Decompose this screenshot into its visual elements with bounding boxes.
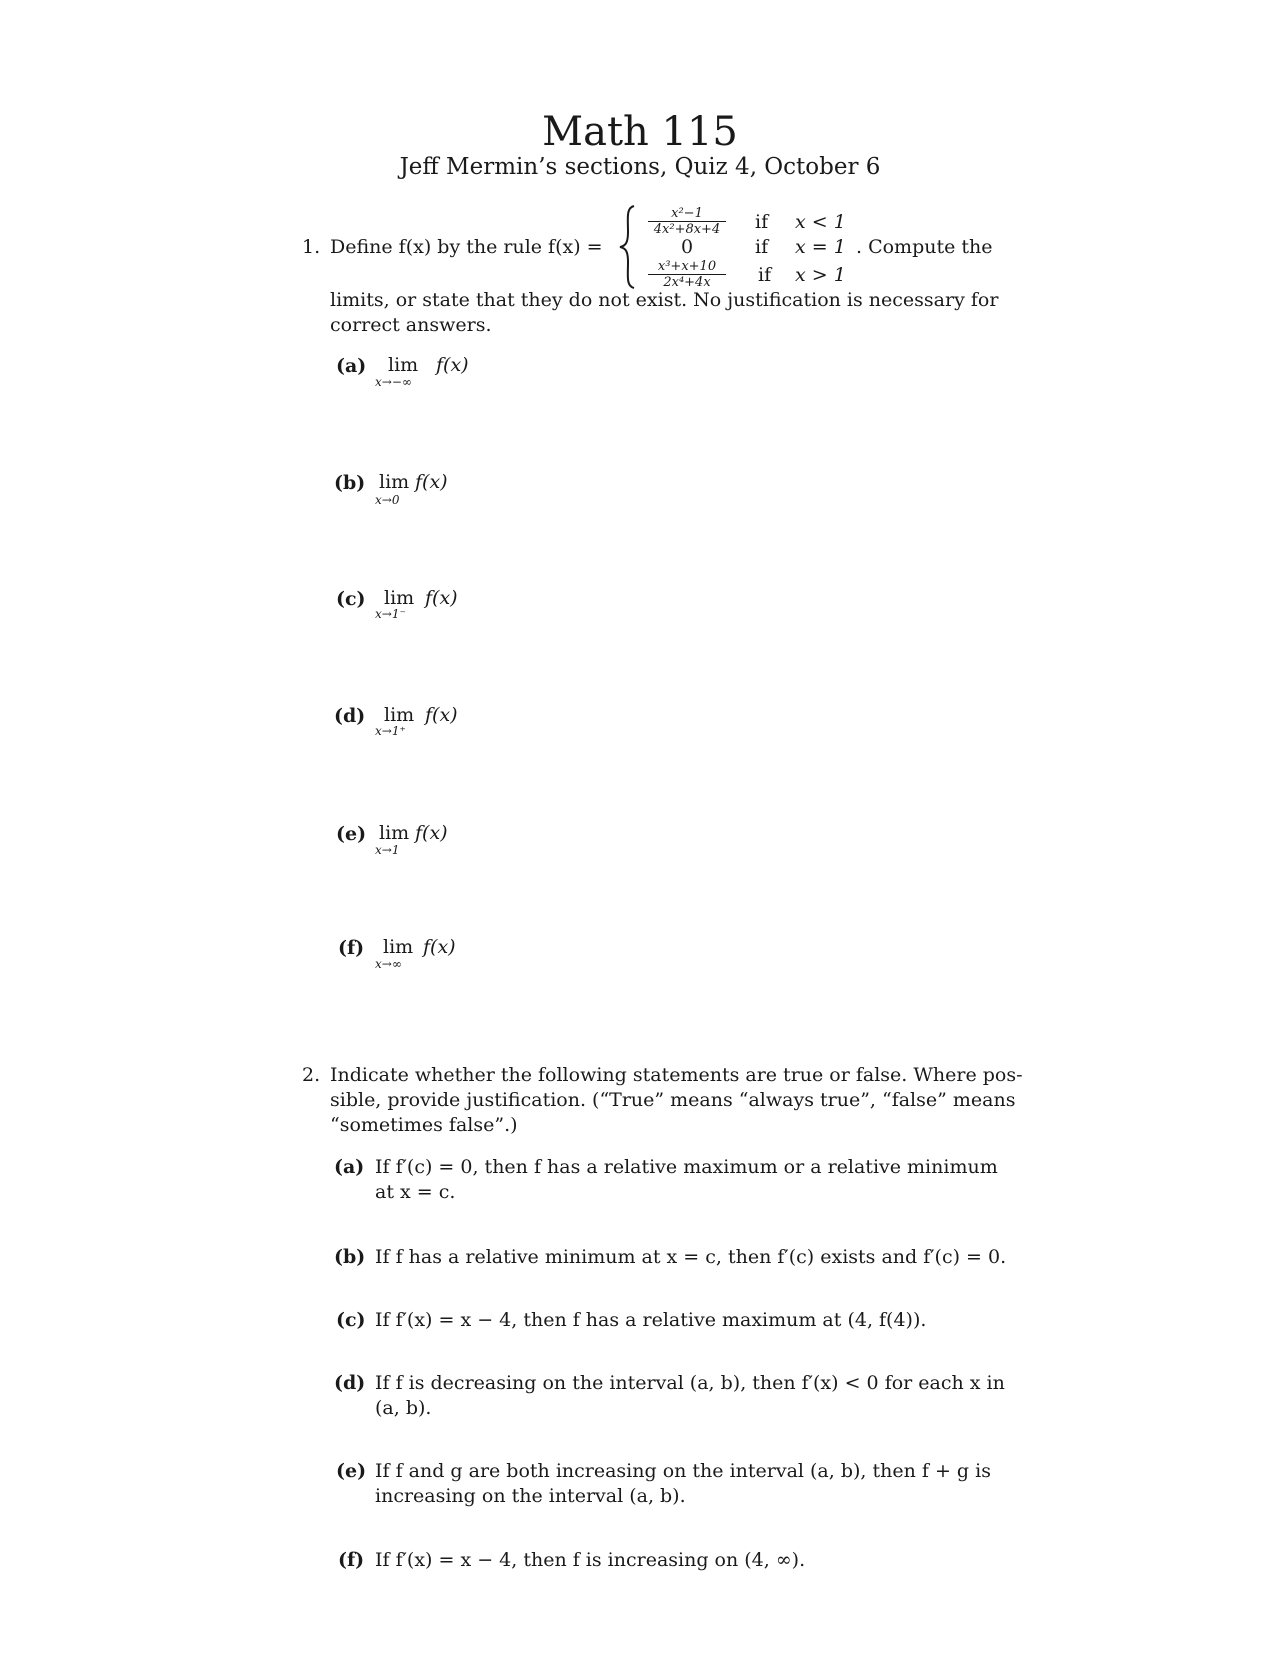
- q2-part-d-line-2: (a, b).: [375, 1397, 432, 1419]
- q1-line-3: correct answers.: [330, 314, 492, 336]
- page-subtitle: Jeff Mermin’s sections, Quiz 4, October 6: [399, 154, 881, 180]
- q2-part-b-line-1: If f has a relative minimum at x = c, then f′(c) exists and f′(c) = 0.: [375, 1246, 1007, 1268]
- q1-part-f-expr: f(x): [423, 936, 456, 958]
- case-3-fraction: [648, 260, 726, 289]
- q2-part-f-line-1: If f′(x) = x − 4, then f is increasing on (4, ∞).: [375, 1549, 806, 1571]
- q2-intro-line-1: Indicate whether the following statements are true or false. Where pos-: [330, 1064, 1023, 1086]
- q1-part-c-label: (c): [336, 588, 366, 610]
- q1-part-c-expr: f(x): [425, 587, 458, 609]
- q1-part-d-label: (d): [334, 705, 366, 727]
- case-1-if: if: [755, 211, 769, 233]
- q1-part-e-subscript: x→1: [375, 843, 400, 857]
- case-1-condition: x < 1: [795, 211, 846, 233]
- q1-part-c-subscript: x→1⁻: [375, 607, 406, 621]
- q1-part-d-subscript: x→1⁺: [375, 724, 406, 738]
- q1-part-c-lim: lim: [384, 587, 415, 609]
- q1-part-b-expr: f(x): [415, 471, 448, 493]
- q2-part-a-label: (a): [334, 1156, 365, 1178]
- q2-part-c-label: (c): [336, 1309, 366, 1331]
- q2-part-f-label: (f): [338, 1549, 365, 1571]
- case-1-denominator: 4x²+8x+4: [648, 221, 726, 237]
- q1-part-e-expr: f(x): [415, 822, 448, 844]
- left-brace-icon: [618, 204, 638, 290]
- q2-part-e-label: (e): [336, 1460, 367, 1482]
- case-3-condition: x > 1: [795, 264, 846, 286]
- case-2-condition: x = 1: [795, 236, 846, 258]
- q2-part-d-label: (d): [334, 1372, 366, 1394]
- q1-part-b-label: (b): [334, 472, 366, 494]
- q1-part-a-lim: lim: [388, 354, 419, 376]
- case-3-if: if: [758, 264, 772, 286]
- q1-part-f-subscript: x→∞: [375, 957, 402, 971]
- q2-number: 2.: [302, 1064, 321, 1086]
- q1-part-b-subscript: x→0: [375, 493, 400, 507]
- case-1-fraction: [648, 207, 726, 236]
- case-3-denominator: 2x⁴+4x: [648, 274, 726, 290]
- q1-part-d-expr: f(x): [425, 704, 458, 726]
- q1-tail: . Compute the: [856, 236, 993, 258]
- q1-part-a-subscript: x→−∞: [375, 375, 412, 389]
- q1-lead: Define f(x) by the rule f(x) =: [330, 236, 603, 258]
- q2-part-a-line-1: If f′(c) = 0, then f has a relative maximum or a relative minimum: [375, 1156, 998, 1178]
- q1-part-b-lim: lim: [379, 471, 410, 493]
- q1-number: 1.: [302, 236, 321, 258]
- q2-part-a-line-2: at x = c.: [375, 1181, 456, 1203]
- q2-part-e-line-2: increasing on the interval (a, b).: [375, 1485, 686, 1507]
- case-1-numerator: x²−1: [671, 206, 703, 221]
- q1-part-e-lim: lim: [379, 822, 410, 844]
- q2-part-b-label: (b): [334, 1246, 366, 1268]
- q1-line-2: limits, or state that they do not exist. No justification is necessary for: [330, 289, 999, 311]
- q2-part-d-line-1: If f is decreasing on the interval (a, b), then f′(x) < 0 for each x in: [375, 1372, 1005, 1394]
- q1-part-f-lim: lim: [383, 936, 414, 958]
- page-title: Math 115: [542, 109, 738, 155]
- q1-part-a-label: (a): [336, 355, 367, 377]
- q2-intro-line-3: “sometimes false”.): [330, 1114, 518, 1136]
- q1-part-f-label: (f): [338, 937, 365, 959]
- case-3-numerator: x³+x+10: [657, 259, 717, 274]
- case-2-if: if: [755, 236, 769, 258]
- q2-part-c-line-1: If f′(x) = x − 4, then f has a relative maximum at (4, f(4)).: [375, 1309, 927, 1331]
- case-2-value: 0: [681, 236, 694, 258]
- q1-part-e-label: (e): [336, 823, 367, 845]
- q2-part-e-line-1: If f and g are both increasing on the interval (a, b), then f + g is: [375, 1460, 991, 1482]
- q2-intro-line-2: sible, provide justification. (“True” means “always true”, “false” means: [330, 1089, 1016, 1111]
- q1-part-a-expr: f(x): [436, 354, 469, 376]
- q1-part-d-lim: lim: [384, 704, 415, 726]
